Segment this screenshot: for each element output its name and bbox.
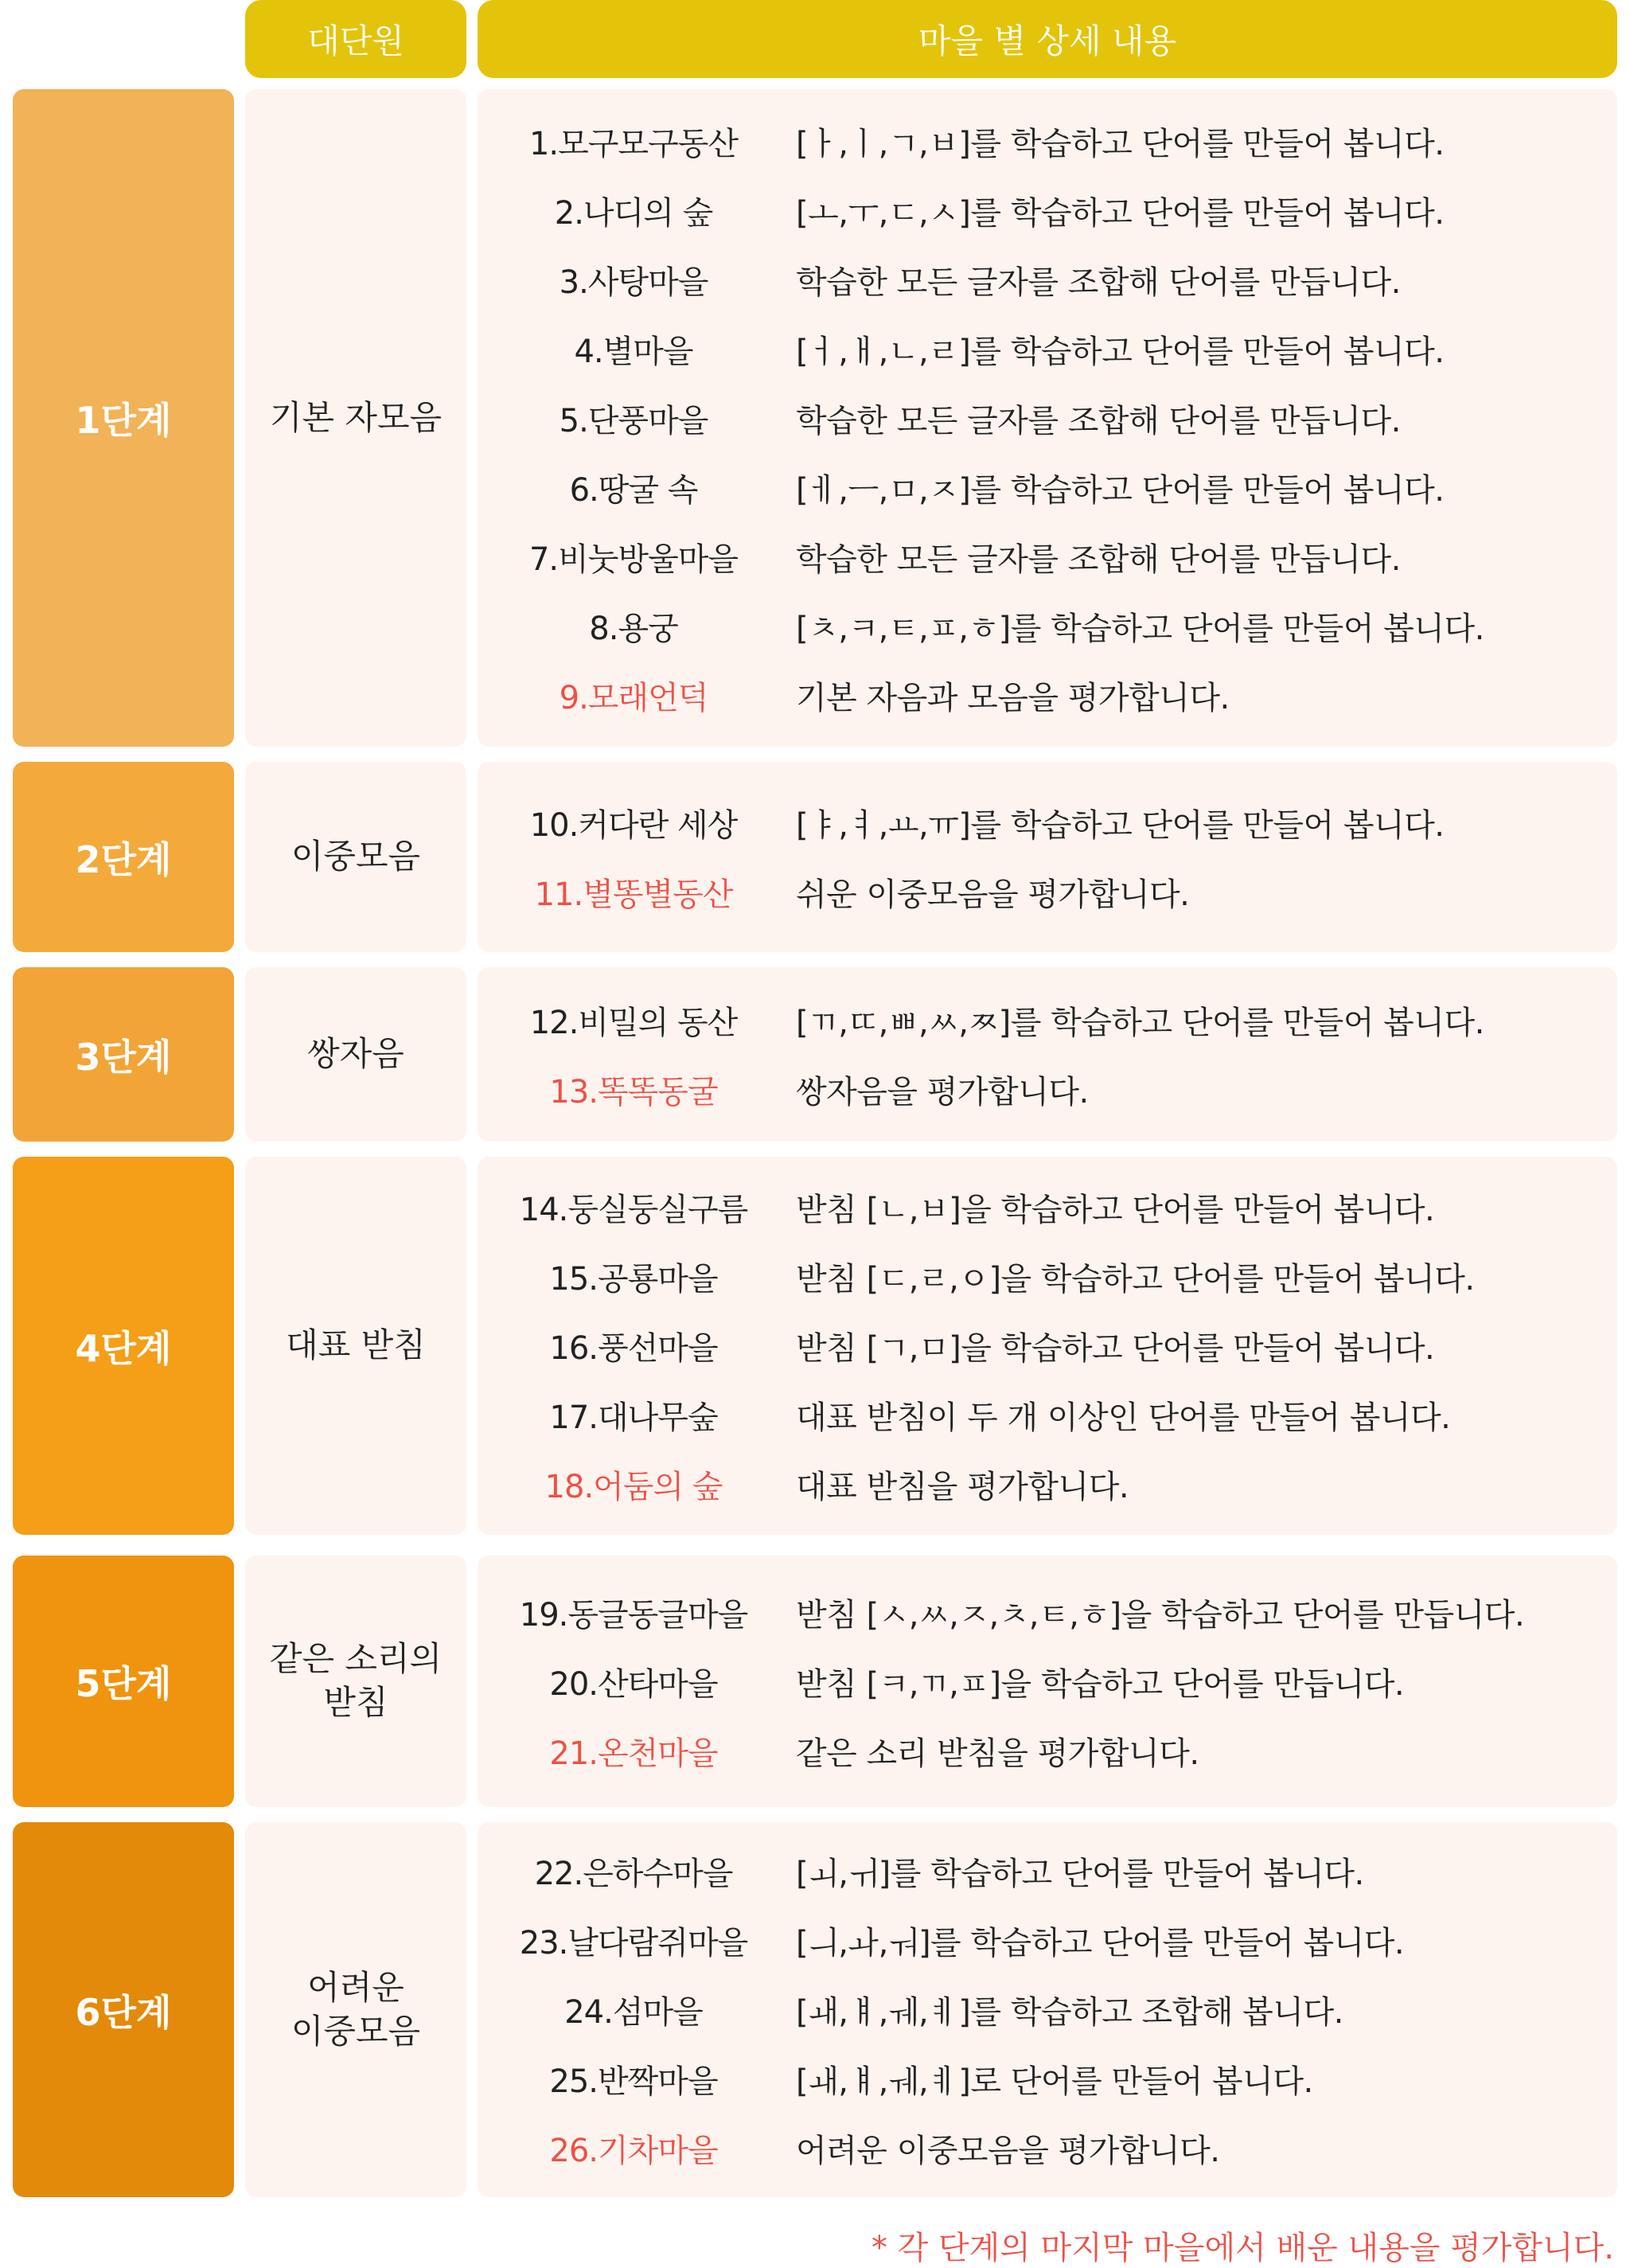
village-row bbox=[478, 1450, 1617, 1519]
village-name: 3.사탕마을 bbox=[559, 263, 708, 301]
village-row bbox=[478, 1173, 1617, 1242]
village-description: 학습한 모든 글자를 조합해 단어를 만듭니다. bbox=[796, 541, 1401, 578]
village-row bbox=[478, 245, 1617, 314]
stage-label: 6단계 bbox=[13, 1822, 234, 2197]
stage-label: 5단계 bbox=[13, 1556, 234, 1807]
village-row bbox=[478, 314, 1617, 384]
village-name: 12.비밀의 동산 bbox=[529, 1004, 738, 1041]
evaluation-village-name: 26.기차마을 bbox=[549, 2133, 718, 2169]
village-description: 받침 [ㅋ,ㄲ,ㅍ]을 학습하고 단어를 만듭니다. bbox=[796, 1665, 1405, 1703]
village-description: 어려운 이중모음을 평가합니다. bbox=[796, 2133, 1220, 2169]
village-description: 쌍자음을 평가합니다. bbox=[796, 1073, 1089, 1111]
evaluation-village-name: 9.모래언덕 bbox=[559, 679, 708, 716]
header-unit: 대단원 bbox=[245, 0, 466, 78]
evaluation-village-name: 21.온천마을 bbox=[549, 1735, 718, 1772]
stage-label: 3단계 bbox=[13, 967, 234, 1142]
village-list bbox=[478, 1157, 1617, 1535]
village-description: 학습한 모든 글자를 조합해 단어를 만듭니다. bbox=[796, 402, 1401, 439]
village-description: [ㅢ,ㅘ,ㅝ]를 학습하고 단어를 만들어 봅니다. bbox=[796, 1925, 1405, 1962]
village-description: [ㅙ,ㅒ,ㅞ,ㅖ]를 학습하고 조합해 봅니다. bbox=[796, 1994, 1343, 2031]
village-name: 10.커다란 세상 bbox=[529, 806, 738, 844]
village-description: 받침 [ㅅ,ㅆ,ㅈ,ㅊ,ㅌ,ㅎ]을 학습하고 단어를 만듭니다. bbox=[796, 1596, 1525, 1634]
village-name: 24.섬마을 bbox=[564, 1994, 703, 2031]
village-description: 받침 [ㄴ,ㅂ]을 학습하고 단어를 만들어 봅니다. bbox=[796, 1192, 1435, 1228]
village-list bbox=[478, 1822, 1617, 2197]
unit-label: 기본 자모음 bbox=[245, 89, 466, 747]
village-row bbox=[478, 1647, 1617, 1716]
village-name: 25.반짝마을 bbox=[549, 2063, 718, 2100]
header-detail: 마을 별 상세 내용 bbox=[478, 0, 1617, 78]
village-name: 15.공룡마을 bbox=[549, 1261, 718, 1298]
village-name: 14.둥실둥실구름 bbox=[519, 1192, 748, 1228]
village-row bbox=[478, 1906, 1617, 1975]
village-row bbox=[478, 788, 1617, 857]
stage-label: 1단계 bbox=[13, 89, 234, 747]
village-row bbox=[478, 176, 1617, 245]
village-name: 23.날다람쥐마을 bbox=[519, 1925, 748, 1962]
village-list bbox=[478, 89, 1617, 747]
village-list bbox=[478, 1556, 1617, 1807]
village-description: [ㅙ,ㅒ,ㅞ,ㅖ]로 단어를 만들어 봅니다. bbox=[796, 2063, 1313, 2100]
village-description: [ㅔ,ㅡ,ㅁ,ㅈ]를 학습하고 단어를 만들어 봅니다. bbox=[796, 471, 1445, 509]
village-list bbox=[478, 762, 1617, 952]
village-name: 19.동글동글마을 bbox=[519, 1596, 748, 1634]
village-row bbox=[478, 986, 1617, 1055]
village-description: [ㅓ,ㅐ,ㄴ,ㄹ]를 학습하고 단어를 만들어 봅니다. bbox=[796, 333, 1445, 370]
village-row bbox=[478, 1578, 1617, 1647]
village-row bbox=[478, 2114, 1617, 2183]
village-row bbox=[478, 1837, 1617, 1906]
unit-label: 어려운 이중모음 bbox=[245, 1822, 466, 2197]
village-name: 4.별마을 bbox=[574, 333, 693, 370]
stage-label: 4단계 bbox=[13, 1157, 234, 1535]
village-description: [ㅗ,ㅜ,ㄷ,ㅅ]를 학습하고 단어를 만들어 봅니다. bbox=[796, 194, 1445, 232]
village-name: 5.단풍마을 bbox=[559, 402, 708, 439]
village-name: 1.모구모구동산 bbox=[528, 125, 738, 162]
village-description: [ㅊ,ㅋ,ㅌ,ㅍ,ㅎ]를 학습하고 단어를 만들어 봅니다. bbox=[796, 610, 1484, 647]
village-row bbox=[478, 1242, 1617, 1311]
village-name: 6.땅굴 속 bbox=[569, 471, 698, 509]
village-row bbox=[478, 1975, 1617, 2044]
village-name: 16.풍선마을 bbox=[549, 1330, 718, 1367]
village-description: 받침 [ㄷ,ㄹ,ㅇ]을 학습하고 단어를 만들어 봅니다. bbox=[796, 1261, 1475, 1298]
stage-label: 2단계 bbox=[13, 762, 234, 952]
village-description: [ㄲ,ㄸ,ㅃ,ㅆ,ㅉ]를 학습하고 단어를 만들어 봅니다. bbox=[796, 1004, 1484, 1041]
village-row bbox=[478, 661, 1617, 730]
unit-label: 이중모음 bbox=[245, 762, 466, 952]
village-description: 받침 [ㄱ,ㅁ]을 학습하고 단어를 만들어 봅니다. bbox=[796, 1330, 1435, 1367]
village-row bbox=[478, 857, 1617, 927]
evaluation-village-name: 13.똑똑동굴 bbox=[549, 1073, 718, 1111]
village-row bbox=[478, 591, 1617, 661]
village-description: 대표 받침을 평가합니다. bbox=[796, 1469, 1129, 1505]
village-description: 대표 받침이 두 개 이상인 단어를 만들어 봅니다. bbox=[796, 1399, 1451, 1436]
village-description: [ㅑ,ㅕ,ㅛ,ㅠ]를 학습하고 단어를 만들어 봅니다. bbox=[796, 806, 1445, 844]
unit-label: 대표 받침 bbox=[245, 1157, 466, 1535]
village-name: 7.비눗방울마을 bbox=[528, 541, 738, 578]
unit-label: 쌍자음 bbox=[245, 967, 466, 1142]
village-description: 학습한 모든 글자를 조합해 단어를 만듭니다. bbox=[796, 263, 1401, 301]
evaluation-village-name: 18.어둠의 숲 bbox=[544, 1469, 723, 1505]
village-name: 8.용궁 bbox=[589, 610, 678, 647]
village-row bbox=[478, 1380, 1617, 1450]
village-row bbox=[478, 453, 1617, 522]
village-name: 17.대나무숲 bbox=[549, 1399, 718, 1436]
village-row bbox=[478, 1055, 1617, 1124]
village-row bbox=[478, 384, 1617, 453]
village-description: 기본 자음과 모음을 평가합니다. bbox=[796, 679, 1230, 716]
evaluation-village-name: 11.별똥별동산 bbox=[534, 876, 733, 913]
village-description: [ㅏ,ㅣ,ㄱ,ㅂ]를 학습하고 단어를 만들어 봅니다. bbox=[796, 125, 1445, 162]
unit-label: 같은 소리의 받침 bbox=[245, 1556, 466, 1807]
village-name: 20.산타마을 bbox=[549, 1665, 718, 1703]
village-description: 쉬운 이중모음을 평가합니다. bbox=[796, 876, 1190, 913]
village-name: 22.은하수마을 bbox=[534, 1856, 733, 1892]
village-description: 같은 소리 받침을 평가합니다. bbox=[796, 1735, 1199, 1772]
village-name: 2.나디의 숲 bbox=[554, 194, 713, 232]
footnote: * 각 단계의 마지막 마을에서 배운 내용을 평가합니다. bbox=[871, 2230, 1614, 2266]
village-row bbox=[478, 2044, 1617, 2114]
village-row bbox=[478, 107, 1617, 176]
village-description: [ㅚ,ㅟ]를 학습하고 단어를 만들어 봅니다. bbox=[796, 1856, 1364, 1892]
village-row bbox=[478, 1716, 1617, 1786]
village-row bbox=[478, 1311, 1617, 1380]
village-row bbox=[478, 522, 1617, 591]
village-list bbox=[478, 967, 1617, 1142]
